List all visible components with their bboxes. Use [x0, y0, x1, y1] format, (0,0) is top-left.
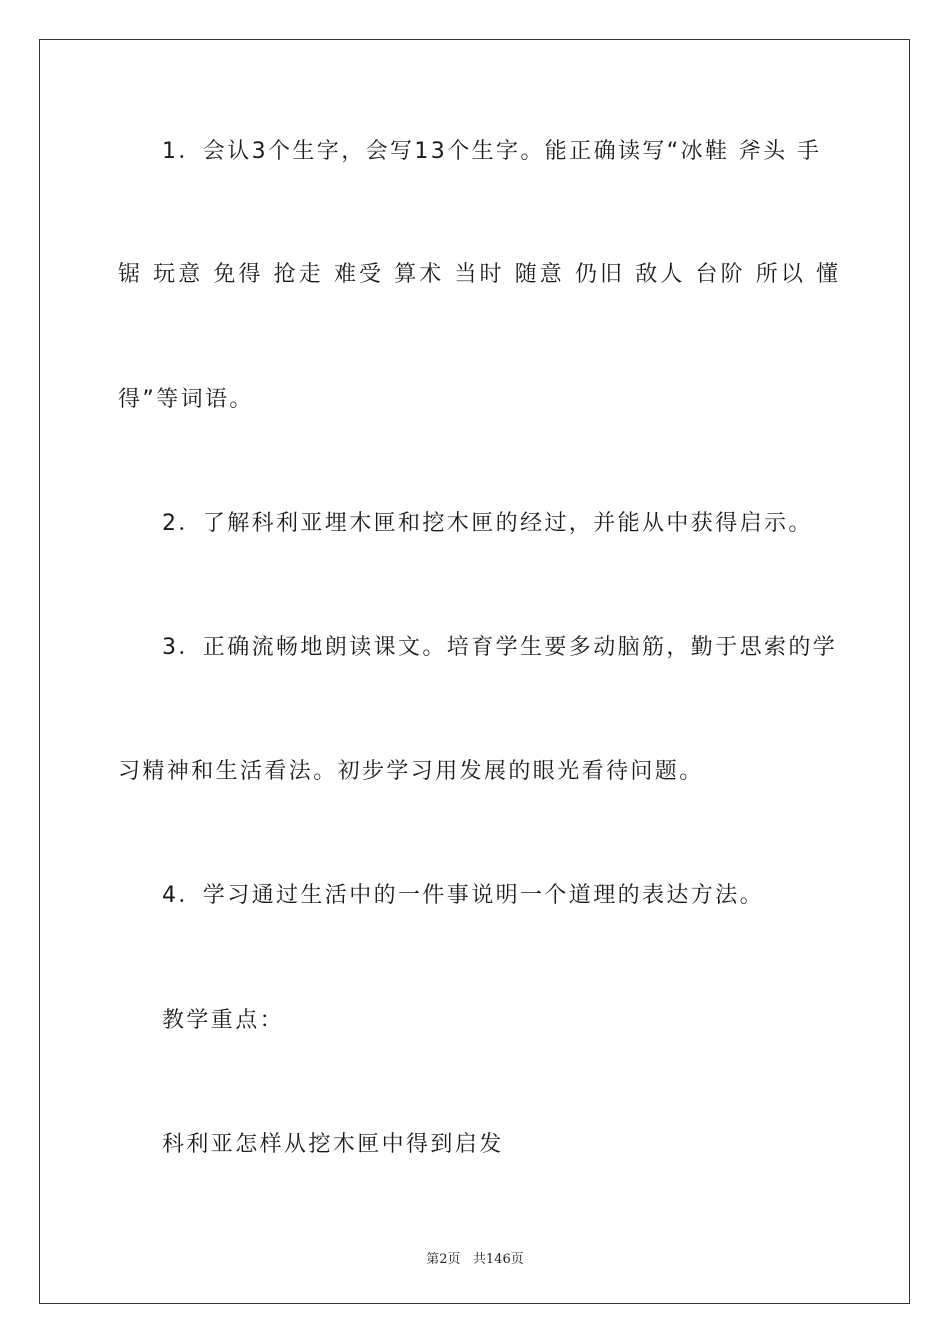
objective-3-line-2: 习精神和生活看法。初步学习用发展的眼光看待问题。 [118, 759, 704, 784]
page-number: 第2页 [426, 1252, 461, 1267]
key-point-text: 科利亚怎样从挖木匣中得到启发 [162, 1132, 504, 1157]
objective-1-line-1: 1．会认3个生字，会写13个生字。能正确读写“冰鞋 斧头 手 [162, 139, 822, 164]
section-heading-key-points: 教学重点： [162, 1008, 285, 1033]
objective-4: 4．学习通过生活中的一件事说明一个道理的表达方法。 [162, 883, 764, 908]
objective-3-line-1: 3．正确流畅地朗读课文。培育学生要多动脑筋，勤于思索的学 [162, 635, 838, 660]
page-border [39, 39, 910, 1304]
objective-2: 2．了解科利亚埋木匣和挖木匣的经过，并能从中获得启示。 [162, 511, 813, 536]
objective-1-line-2: 锯 玩意 免得 抢走 难受 算术 当时 随意 仍旧 敌人 台阶 所以 懂 [118, 262, 838, 287]
page-footer [0, 1248, 950, 1267]
total-pages: 共146页 [472, 1252, 524, 1267]
objective-1-line-3: 得”等词语。 [118, 387, 254, 412]
